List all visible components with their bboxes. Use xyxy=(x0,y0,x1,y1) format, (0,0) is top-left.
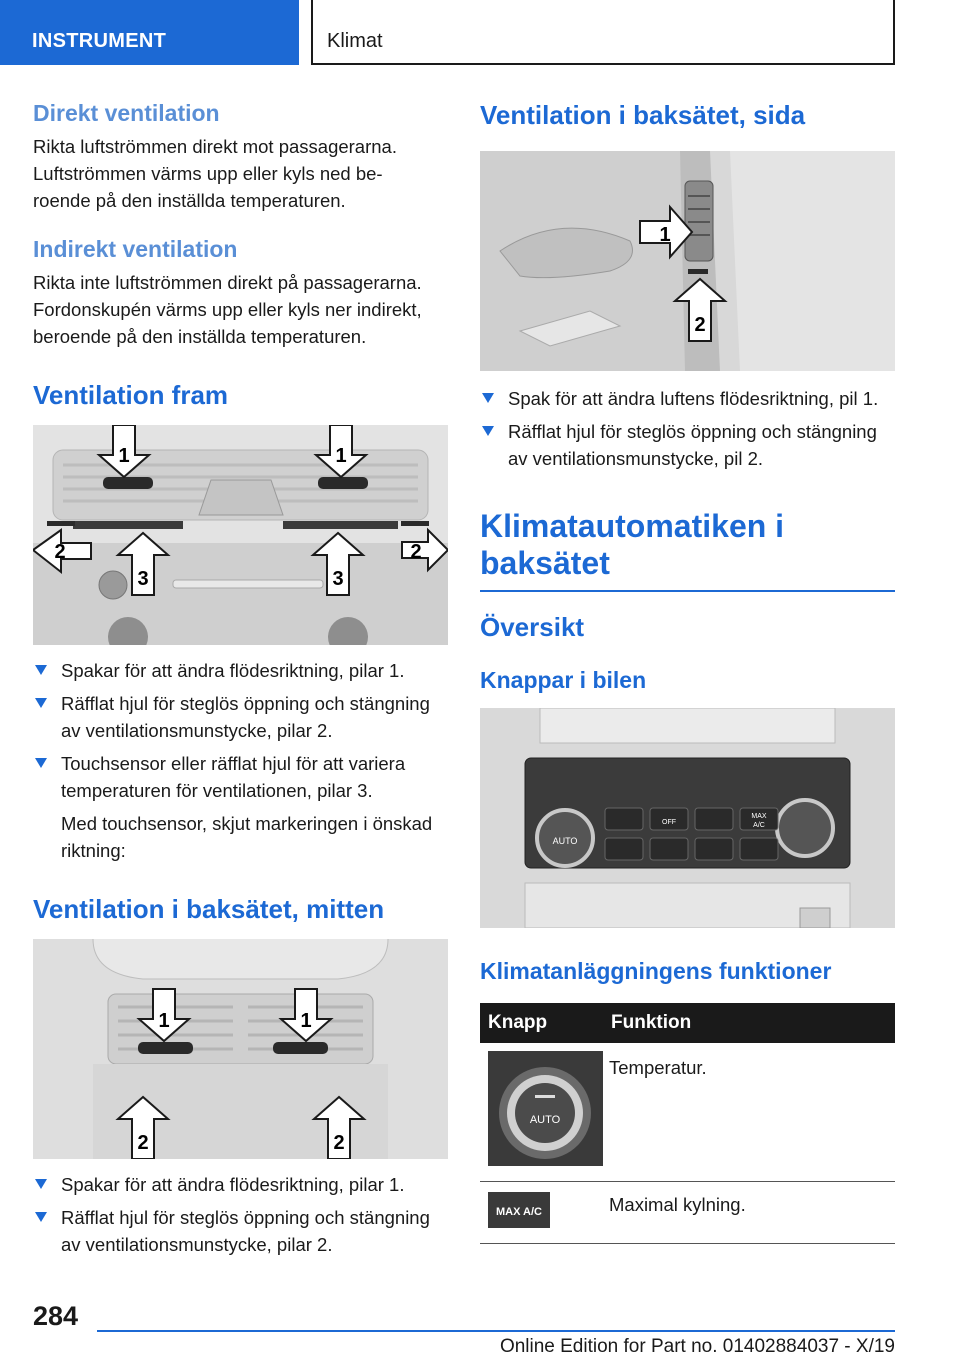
footer-edition: Online Edition for Part no. 01402884037 - X/19 xyxy=(499,1336,895,1357)
function-cell: Maximal kylning. xyxy=(603,1182,895,1244)
heading-funktioner: Klimatanläggningens funktioner xyxy=(480,958,832,984)
function-cell: Temperatur. xyxy=(603,1043,895,1182)
svg-text:2: 2 xyxy=(137,1132,149,1154)
functions-table xyxy=(480,1003,895,1244)
section-tab xyxy=(0,0,299,65)
svg-text:MAX A/C: MAX A/C xyxy=(495,1206,543,1218)
page-number: 284 xyxy=(33,1301,79,1331)
svg-text:3: 3 xyxy=(137,568,149,590)
right-column xyxy=(480,100,895,1244)
svg-text:3: 3 xyxy=(332,568,344,590)
climate-panel-illustration xyxy=(480,708,895,928)
rear-center-vent-illustration xyxy=(33,939,448,1159)
svg-text:1: 1 xyxy=(659,224,671,246)
svg-text:A/C: A/C xyxy=(753,822,765,829)
front-vent-figure xyxy=(33,425,448,645)
svg-text:2: 2 xyxy=(333,1132,345,1154)
svg-text:2: 2 xyxy=(410,541,422,563)
list-item: Spakar för att ändra flödesriktning, pilar 1. xyxy=(33,657,448,684)
bullet-triangle-icon xyxy=(482,393,494,403)
heading-oversikt: Översikt xyxy=(480,612,585,642)
climate-panel-figure xyxy=(480,708,895,928)
bullet-triangle-icon xyxy=(35,665,47,675)
heading-indirekt-ventilation: Indirekt ventilation xyxy=(33,236,238,262)
table-row xyxy=(480,1043,895,1182)
front-vent-list xyxy=(33,657,448,804)
paragraph-direkt: Rikta luftströmmen direkt mot passagerarna. Luftströmmen värms upp eller kyls ned be‐ roende på den inställda temperaturen. xyxy=(33,136,397,211)
table-row xyxy=(480,1182,895,1244)
list-item: Räfflat hjul för steglös öppning och stängning av ventilationsmunstycke, pilar 2. xyxy=(33,1204,448,1258)
heading-knappar-i-bilen: Knappar i bilen xyxy=(480,667,647,693)
chapter-box xyxy=(311,0,895,65)
rear-side-vent-figure xyxy=(480,151,895,371)
rear-center-vent-figure xyxy=(33,939,448,1159)
column-header-funktion: Funktion xyxy=(603,1003,895,1043)
rear-center-vent-list xyxy=(33,1171,448,1258)
bullet-triangle-icon xyxy=(35,698,47,708)
bullet-triangle-icon xyxy=(35,1179,47,1189)
svg-text:2: 2 xyxy=(694,314,706,336)
table-header-row xyxy=(480,1003,895,1043)
column-header-knapp: Knapp xyxy=(480,1003,603,1043)
list-item: Räfflat hjul för steglös öppning och stängning av ventilationsmunstycke, pilar 2. xyxy=(33,690,448,744)
heading-ventilation-mitten: Ventilation i baksätet, mitten xyxy=(33,894,385,924)
touchsensor-note: Med touchsensor, skjut markeringen i önskad riktning: xyxy=(61,813,433,861)
max-ac-button-icon xyxy=(488,1192,550,1228)
list-item: Spak för att ändra luftens flödesriktning, pil 1. xyxy=(480,385,895,412)
heading-ventilation-sida: Ventilation i baksätet, sida xyxy=(480,100,806,130)
footer-rule xyxy=(97,1330,895,1332)
front-vent-illustration xyxy=(33,425,448,645)
svg-text:1: 1 xyxy=(300,1010,312,1032)
rear-side-vent-list xyxy=(480,385,895,472)
svg-text:2: 2 xyxy=(54,541,66,563)
heading-klimatautomatiken: Klimatautomatiken i baksätet xyxy=(480,508,785,581)
bullet-triangle-icon xyxy=(35,1212,47,1222)
list-item: Räfflat hjul för steglös öppning och stängning av ventilationsmunstycke, pil 2. xyxy=(480,418,895,472)
button-cell xyxy=(480,1043,603,1182)
heading-direkt-ventilation: Direkt ventilation xyxy=(33,100,220,126)
auto-knob-icon xyxy=(488,1051,603,1166)
chapter-title: Klimat xyxy=(327,30,383,52)
svg-text:OFF: OFF xyxy=(662,819,676,826)
list-item: Spakar för att ändra flödesriktning, pilar 1. xyxy=(33,1171,448,1198)
svg-text:1: 1 xyxy=(158,1010,170,1032)
list-item: Touchsensor eller räfflat hjul för att variera temperaturen för ventilationen, pilar 3. xyxy=(33,750,448,804)
svg-text:AUTO: AUTO xyxy=(552,836,578,846)
heading-rule xyxy=(480,590,895,592)
button-cell xyxy=(480,1182,603,1244)
section-title: INSTRUMENT xyxy=(32,30,167,52)
left-column xyxy=(33,100,448,1258)
rear-side-vent-illustration xyxy=(480,151,895,371)
svg-text:AUTO: AUTO xyxy=(529,1114,561,1126)
svg-text:1: 1 xyxy=(118,445,130,467)
heading-ventilation-fram: Ventilation fram xyxy=(33,380,229,410)
svg-text:1: 1 xyxy=(335,445,347,467)
svg-text:MAX: MAX xyxy=(751,813,767,820)
bullet-triangle-icon xyxy=(35,758,47,768)
paragraph-indirekt: Rikta inte luftströmmen direkt på passagerarna. Fordonskupén värms upp eller kyls ner indirekt, beroende på den inställda temperaturen. xyxy=(33,272,422,347)
bullet-triangle-icon xyxy=(482,426,494,436)
